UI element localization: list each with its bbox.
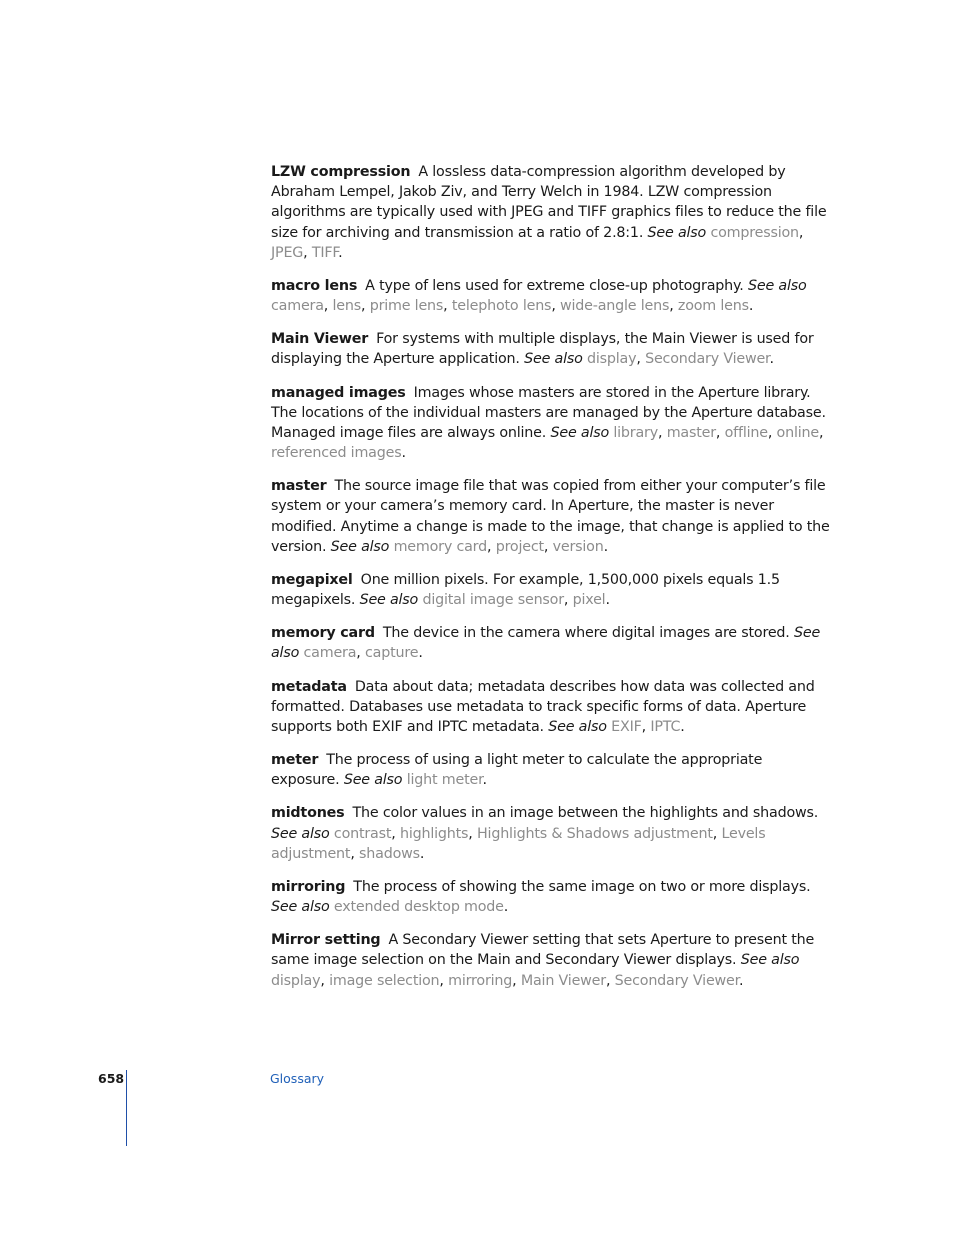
footer-rule bbox=[126, 1070, 127, 1146]
cross-reference-link[interactable]: display bbox=[587, 351, 637, 368]
glossary-definition: A lossless data-compression algorithm developed by Abraham Lempel, Jakob Ziv, and Terry Welch in 1984. LZW compression algorithms are typically used with JPEG and TIFF graphics files to reduce the file size for archiving and transmission at a ratio of 2.8:1. bbox=[271, 164, 827, 241]
cross-reference-link[interactable]: IPTC bbox=[650, 718, 681, 735]
cross-reference-link[interactable]: contrast bbox=[333, 825, 392, 842]
glossary-definition: One million pixels. For example, 1,500,000 pixels equals 1.5 megapixels. bbox=[271, 571, 780, 609]
see-also-label: See also bbox=[330, 538, 390, 555]
glossary-entry: managed images Images whose masters are stored in the Aperture library. The locations of the individual masters are managed by the Aperture database. Managed image files are always online. See also library, master, offline, online, referenced images. bbox=[271, 384, 826, 462]
cross-reference-link[interactable]: version bbox=[552, 538, 604, 555]
glossary-entry: meter The process of using a light meter to calculate the appropriate exposure. See also light meter. bbox=[271, 752, 763, 789]
glossary-term: midtones bbox=[271, 805, 345, 822]
cross-reference-link[interactable]: camera bbox=[271, 298, 324, 315]
see-also-label: See also bbox=[747, 277, 807, 294]
section-name[interactable]: Glossary bbox=[270, 1071, 325, 1086]
cross-reference-link[interactable]: zoom lens bbox=[677, 298, 749, 315]
glossary-term: memory card bbox=[271, 625, 375, 642]
glossary-term: master bbox=[271, 478, 327, 495]
glossary-definition: Images whose masters are stored in the Aperture library. The locations of the individual masters are managed by the Aperture database. Managed image files are always online. bbox=[271, 384, 826, 441]
see-also-label: See also bbox=[524, 351, 583, 368]
cross-reference-link[interactable]: referenced images bbox=[271, 445, 402, 462]
cross-reference-link[interactable]: light meter bbox=[406, 772, 483, 789]
glossary-entry: midtones The color values in an image between the highlights and shadows. See also contrast, highlights, Highlights & Shadows adjustment, Levels adjustment, shadows. bbox=[271, 805, 819, 862]
glossary-definition: A type of lens used for extreme close-up photography. bbox=[365, 277, 744, 294]
cross-reference-link[interactable]: prime lens bbox=[369, 298, 444, 315]
see-also-label: See also bbox=[359, 592, 419, 609]
glossary-term: Main Viewer bbox=[271, 331, 369, 348]
glossary-entry: Mirror setting A Secondary Viewer setting that sets Aperture to present the same image selection on the Main and Secondary Viewer displays. See also display, image selection, mirroring, Main Viewer, Secondary Viewer. bbox=[271, 932, 815, 989]
see-also-label: See also bbox=[343, 772, 403, 789]
glossary-entry: master The source image file that was copied from either your computer’s file system or your camera’s memory card. In Aperture, the master is never modified. Anytime a change is made to the image, that change is applied to the version. See also memory card, project, version. bbox=[271, 478, 830, 555]
cross-reference-link[interactable]: Main Viewer bbox=[520, 972, 606, 989]
see-also-label: See also bbox=[548, 718, 607, 735]
glossary-term: megapixel bbox=[271, 571, 353, 588]
cross-reference-link[interactable]: Secondary Viewer bbox=[645, 351, 770, 368]
cross-reference-link[interactable]: memory card bbox=[393, 538, 487, 555]
glossary-term: Mirror setting bbox=[271, 932, 381, 949]
cross-reference-link[interactable]: camera bbox=[303, 645, 357, 662]
cross-reference-link[interactable]: EXIF bbox=[611, 718, 642, 735]
cross-reference-link[interactable]: JPEG bbox=[271, 244, 304, 261]
see-also-label: See also bbox=[271, 625, 821, 662]
glossary-term: meter bbox=[271, 752, 319, 768]
glossary-entry: Main Viewer For systems with multiple displays, the Main Viewer is used for displaying the Aperture application. See also display, Secondary Viewer. bbox=[271, 331, 814, 368]
cross-reference-link[interactable]: online bbox=[776, 424, 819, 441]
cross-reference-link[interactable]: Secondary Viewer bbox=[614, 972, 739, 989]
cross-reference-link[interactable]: Highlights & Shadows adjustment bbox=[477, 825, 713, 842]
cross-reference-link[interactable]: lens bbox=[332, 298, 361, 315]
cross-reference-link[interactable]: project bbox=[495, 538, 544, 555]
cross-reference-link[interactable]: shadows bbox=[359, 845, 420, 862]
glossary-definition: A Secondary Viewer setting that sets Aperture to present the same image selection on the Main and Secondary Viewer displays. bbox=[271, 932, 815, 969]
glossary-entry: megapixel One million pixels. For example, 1,500,000 pixels equals 1.5 megapixels. See also digital image sensor, pixel. bbox=[271, 571, 780, 609]
glossary-term: macro lens bbox=[271, 277, 358, 294]
cross-reference-link[interactable]: library bbox=[613, 424, 658, 441]
glossary-entry: metadata Data about data; metadata describes how data was collected and formatted. Databases use metadata to track specific forms of data. Aperture supports both EXIF and IPTC metadata. See also EXIF, IPTC. bbox=[271, 678, 815, 735]
glossary-term: LZW compression bbox=[271, 164, 411, 180]
see-also-label: See also bbox=[550, 424, 610, 441]
cross-reference-link[interactable]: wide-angle lens bbox=[560, 298, 670, 315]
glossary-entries bbox=[271, 162, 831, 1004]
see-also-label: See also bbox=[740, 952, 800, 969]
cross-reference-link[interactable]: mirroring bbox=[448, 972, 513, 989]
cross-reference-link[interactable]: offline bbox=[724, 424, 768, 441]
cross-reference-link[interactable]: highlights bbox=[399, 825, 469, 842]
cross-reference-link[interactable]: master bbox=[666, 424, 716, 441]
cross-reference-link[interactable]: extended desktop mode bbox=[333, 899, 504, 915]
cross-reference-link[interactable]: TIFF bbox=[311, 244, 339, 261]
cross-reference-link[interactable]: capture bbox=[365, 645, 419, 662]
page-number: 658 bbox=[98, 1071, 125, 1086]
see-also-label: See also bbox=[647, 224, 707, 241]
glossary-definition: Data about data; metadata describes how data was collected and formatted. Databases use metadata to track specific forms of data. Aperture supports both EXIF and IPTC metadata. bbox=[271, 678, 815, 735]
glossary-term: mirroring bbox=[271, 878, 346, 895]
cross-reference-link[interactable]: Levels adjustment bbox=[271, 825, 766, 862]
cross-reference-link[interactable]: image selection bbox=[329, 972, 440, 989]
glossary-definition: The device in the camera where digital images are stored. bbox=[382, 625, 790, 642]
cross-reference-link[interactable]: telephoto lens bbox=[451, 298, 552, 315]
glossary-definition: For systems with multiple displays, the Main Viewer is used for displaying the Aperture application. bbox=[271, 331, 814, 368]
glossary-definition: The color values in an image between the highlights and shadows. bbox=[352, 805, 819, 822]
glossary-entry: LZW compression A lossless data-compression algorithm developed by Abraham Lempel, Jakob Ziv, and Terry Welch in 1984. LZW compression algorithms are typically used with JPEG and TIFF graphics files to reduce the file size for archiving and transmission at a ratio of 2.8:1. See also compression, JPEG, TIFF. bbox=[271, 164, 827, 261]
cross-reference-link[interactable]: pixel bbox=[572, 592, 606, 609]
glossary-entry: macro lens A type of lens used for extreme close-up photography. See also camera, lens, prime lens, telephoto lens, wide-angle lens, zoom lens. bbox=[271, 277, 807, 315]
glossary-entry: mirroring The process of showing the same image on two or more displays. See also extended desktop mode. bbox=[271, 878, 811, 915]
glossary-entry: memory card The device in the camera where digital images are stored. See also camera, capture. bbox=[271, 625, 821, 662]
cross-reference-link[interactable]: compression bbox=[710, 224, 799, 241]
glossary-term: metadata bbox=[271, 678, 347, 695]
glossary-definition: The source image file that was copied from either your computer’s file system or your camera’s memory card. In Aperture, the master is never modified. Anytime a change is made to the image, that change is applied to the version. bbox=[271, 478, 830, 555]
glossary-definition: The process of using a light meter to calculate the appropriate exposure. bbox=[271, 752, 763, 789]
cross-reference-link[interactable]: digital image sensor bbox=[422, 592, 564, 609]
see-also-label: See also bbox=[271, 899, 330, 915]
glossary-definition: The process of showing the same image on two or more displays. bbox=[353, 878, 811, 895]
cross-reference-link[interactable]: display bbox=[271, 972, 321, 989]
glossary-term: managed images bbox=[271, 384, 406, 401]
see-also-label: See also bbox=[271, 825, 330, 842]
